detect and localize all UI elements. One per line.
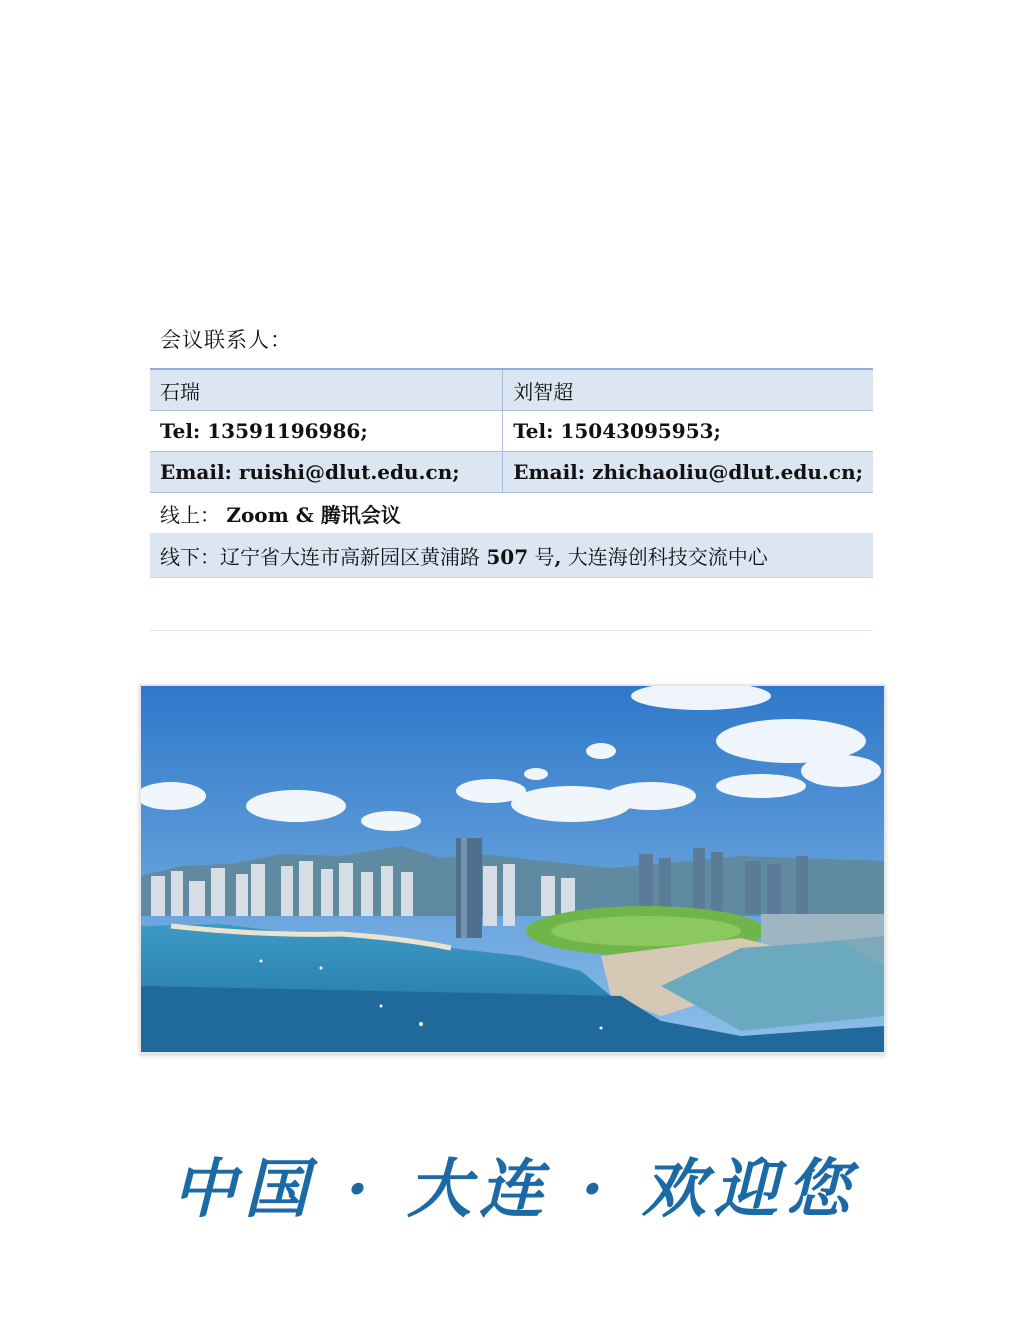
contact-name-1: 石瑞: [150, 369, 503, 411]
offline-number: 507: [486, 544, 529, 569]
offline-venue: [150, 533, 873, 578]
table-row: [150, 493, 873, 534]
offline-sep: ,: [554, 544, 562, 569]
offline-label: 线下：: [160, 544, 220, 569]
divider-line: [150, 630, 873, 631]
online-venue: [150, 493, 873, 534]
table-row: [150, 369, 873, 411]
dalian-city-photo: [139, 684, 886, 1054]
offline-address-3: 大连海创科技交流中心: [567, 544, 768, 569]
online-label: 线上：: [160, 502, 220, 527]
welcome-slogan: [170, 1140, 860, 1240]
table-row: [150, 452, 873, 493]
offline-address-1: 辽宁省大连市高新园区黄浦路: [220, 544, 480, 569]
table-row: [150, 533, 873, 578]
contacts-heading: 会议联系人：: [160, 328, 292, 352]
contact-email-2: Email: zhichaoliu@dlut.edu.cn;: [503, 452, 873, 493]
contact-email-1: Email: ruishi@dlut.edu.cn;: [150, 452, 503, 493]
contact-table: [150, 368, 873, 578]
offline-address-2: 号: [534, 544, 555, 569]
table-row: [150, 411, 873, 452]
online-value: Zoom & 腾讯会议: [226, 502, 401, 527]
contact-tel-2: Tel: 15043095953;: [503, 411, 873, 452]
city-skyline-image: [141, 686, 884, 1052]
contact-tel-1: Tel: 13591196986;: [150, 411, 503, 452]
slogan-text: 中国 · 大连 · 欢迎您: [172, 1152, 858, 1227]
contact-name-2: 刘智超: [503, 369, 873, 411]
